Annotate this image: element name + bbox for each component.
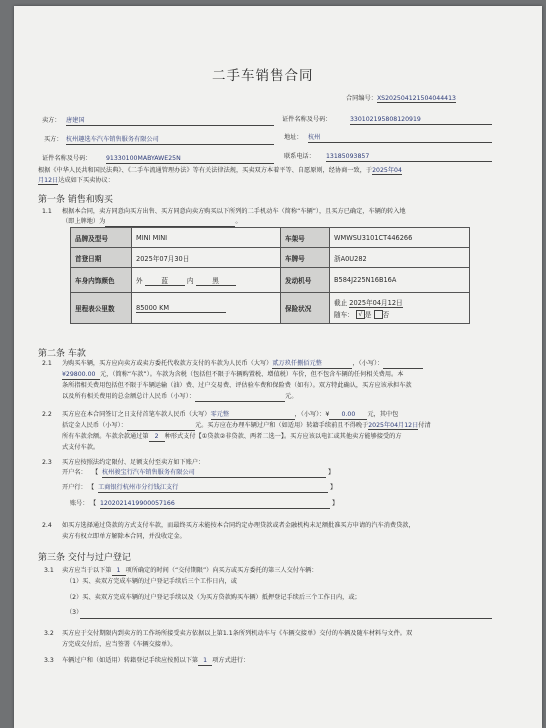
down-payment-figure: 0.00 xyxy=(329,411,367,420)
clause-3-1-text-c: 项所确定的时间（“交付期限”）向买方或买方委托的第三人交付车辆： xyxy=(125,567,318,574)
vin-value: WMWSU3101CT446266 xyxy=(330,228,470,248)
payee-close-bracket: 】 xyxy=(328,469,335,476)
balance-due-date: 2025年04月12日 xyxy=(368,422,419,429)
clause-3-3-text xyxy=(62,657,249,666)
contract-number-value: XS202504121504044413 xyxy=(376,95,456,102)
color-value xyxy=(132,268,281,293)
brand-value: MINI MINI xyxy=(132,228,281,248)
insurance-expire-label: 截止 xyxy=(334,298,348,307)
clause-1-1-end: 。 xyxy=(235,218,242,225)
clause-2-2-text-j: 种形式支付【①贷款②非贷款、两者二选一】。买方应该以电汇或其他卖方能够接受的方 xyxy=(164,433,402,440)
mileage-cell xyxy=(132,293,281,324)
seller-id-label: 证件名称及号码： xyxy=(282,116,332,123)
insurance-yes-label: 是 xyxy=(364,310,372,319)
clause-2-2-text-f: 括定金人民币（小写）： xyxy=(62,422,127,429)
intro-text-part2: 达成如下买卖协议： xyxy=(58,177,114,184)
price-in-words: 贰万玖仟捌佰元整 xyxy=(272,360,352,369)
intro-text-line2 xyxy=(38,177,114,185)
engine-value: B584J225N16B16A xyxy=(330,268,470,293)
section2-heading: 第二条 车款 xyxy=(38,349,86,359)
clause-2-2-line2 xyxy=(62,422,431,431)
outer-color-value: 蓝 xyxy=(145,275,185,286)
clause-2-2-text-a: 买方应在本合同签订之日支付首笔车款人民币（大写） xyxy=(62,411,211,418)
clause-2-1-line2 xyxy=(62,371,403,380)
clause-2-1-text-e: 以及所有相关费用的总金额总计人民币（小写）： xyxy=(62,393,196,400)
clause-2-1-text-f: 元。 xyxy=(285,393,298,400)
clause-2-4-line2: 卖方有权立即单方解除本合同，并没收定金。 xyxy=(62,533,186,540)
insurance-no-checkbox[interactable] xyxy=(374,310,383,319)
account-value: 1202021419900057166 xyxy=(100,500,330,509)
mileage-label: 里程表公里数 xyxy=(71,293,132,324)
clause-2-2-text-i: 所有车款余额。车款余款通过第 xyxy=(62,433,149,440)
phone-value: 13185093857 xyxy=(326,153,492,162)
clause-2-2-line3 xyxy=(62,433,402,442)
insurance-expire xyxy=(334,297,465,307)
delivery-option: 1 xyxy=(112,567,126,576)
clause-2-1-number: 2.1 xyxy=(42,360,52,367)
engine-label: 发动机号 xyxy=(281,268,330,293)
payee-value: 杭州骏宝行汽车销售服务有限公司 xyxy=(102,469,326,478)
contract-page xyxy=(14,6,542,728)
payee-open-bracket: 【 xyxy=(92,469,99,476)
clause-2-1-text-a: 为购买车辆，买方应向卖方或卖方委托代收款方支付的车款为人民币（大写） xyxy=(62,360,273,367)
inner-color-label: 内 xyxy=(186,276,194,285)
seller-id-value: 330102195808120919 xyxy=(350,116,492,125)
intro-date-day: 月12日 xyxy=(38,177,59,184)
buyer-name: 杭州趣选车汽车销售服务有限公司 xyxy=(66,136,274,145)
seller-name: 唐建国 xyxy=(66,117,274,126)
delivery-option-2: （2）买、卖双方完成车辆的过户登记手续以及（为买方贷款购买车辆）抵押登记手续后三个工作日内，或； xyxy=(66,594,361,601)
buyer-id-label: 证件名称及号码： xyxy=(42,155,92,162)
clause-3-3-number: 3.3 xyxy=(44,657,54,664)
clause-3-1-text xyxy=(62,567,318,576)
clause-2-2-line1 xyxy=(62,411,398,420)
clause-3-3-text-a: 车辆过户和（如适用）转籍登记手续应按照以下第 xyxy=(62,657,199,664)
insurance-with-car xyxy=(334,309,465,320)
buyer-address-label: 地址： xyxy=(284,134,303,141)
table-row xyxy=(71,248,470,268)
mileage-value: 85000 KM xyxy=(136,304,226,313)
transfer-option: 1 xyxy=(198,657,212,666)
buyer-address-value: 杭州 xyxy=(308,134,492,143)
brand-label: 品牌及型号 xyxy=(71,228,132,248)
clause-2-4-line1: 如买方选择通过贷款的方式支付车款，而最终买方未能按本合同约定办理贷款或者金融机构未足额批准买方申请的汽车消费贷款， xyxy=(62,522,415,529)
bank-value: 工商银行杭州市分行钱江支行 xyxy=(98,484,328,493)
clause-2-2-text-e: 元，其中包 xyxy=(367,411,399,418)
total-amount-blank xyxy=(195,393,285,402)
account-open-bracket: 【 xyxy=(90,500,97,507)
price-figure: ¥29800.00 xyxy=(62,371,100,380)
clause-1-1-number: 1.1 xyxy=(42,208,52,215)
clause-2-2-text-h: 付清 xyxy=(418,422,431,429)
clause-1-1-text-part2: （即上牌地）为 xyxy=(62,218,106,225)
phone-label: 联系电话： xyxy=(284,153,315,160)
table-row xyxy=(71,268,470,293)
insurance-no-label: 否 xyxy=(382,310,390,319)
plate-label: 车牌号 xyxy=(281,248,330,268)
delivery-option-1: （1）买、卖双方完成车辆的过户登记手续后三个工作日内，或 xyxy=(66,578,237,585)
first-registration-label: 首登日期 xyxy=(71,248,132,268)
registration-place-blank xyxy=(105,218,235,227)
clause-2-2-text-g: 元。买方应在办理车辆过户和（如适用）转籍手续前且不得晚于 xyxy=(194,422,369,429)
bank-label: 开户行： xyxy=(62,484,87,491)
clause-2-1-line4 xyxy=(62,393,297,402)
bank-close-bracket: 】 xyxy=(330,484,337,491)
clause-2-3-number: 2.3 xyxy=(42,459,52,466)
delivery-option-3-blank xyxy=(80,618,492,619)
payment-option: 2 xyxy=(149,433,165,442)
color-label: 车身内饰颜色 xyxy=(71,268,132,293)
intro-text xyxy=(38,167,402,175)
clause-2-1-text-c: ，（小写）： xyxy=(352,360,384,367)
clause-2-1-text-d: 元，（简称“车款”）。车款为含税（包括但不限于车辆购置税、增值税）车价，但不包含车辆的任何相关费用。本 xyxy=(100,371,404,378)
first-registration-value: 2025年07月30日 xyxy=(132,248,281,268)
document-title: 二手车销售合同 xyxy=(212,68,314,84)
contract-number-label: 合同编号： xyxy=(346,95,377,102)
clause-2-4-number: 2.4 xyxy=(42,522,52,529)
clause-2-2-number: 2.2 xyxy=(42,411,52,418)
clause-1-1-text-line2 xyxy=(62,218,242,227)
buyer-id-value: 91330100MABYAWE25N xyxy=(106,155,274,164)
with-car-label: 随车： xyxy=(334,310,354,319)
table-row xyxy=(71,293,470,324)
contract-number xyxy=(346,95,456,103)
clause-1-1-text: 根据本合同，卖方同意向买方出售、买方同意向卖方购买以下所列的二手机动车（简称“车辆”），且买方已确定，车辆的转入地 xyxy=(62,208,406,215)
vin-label: 车架号 xyxy=(281,228,330,248)
seller-label: 卖方： xyxy=(42,117,61,124)
insurance-expire-value: 2025年04月12日 xyxy=(349,298,403,307)
clause-2-2-text-c: ，（小写）：¥ xyxy=(294,411,330,418)
clause-3-2-number: 3.2 xyxy=(44,630,54,637)
clause-3-1-number: 3.1 xyxy=(44,567,54,574)
clause-3-1-text-a: 卖方应当于以下第 xyxy=(62,567,112,574)
intro-text-part1: 根据《中华人民共和国民法典》、《二手车流通管理办法》等有关法律法规，买卖双方本着平等、自愿原则，经协商一致，于 xyxy=(38,167,373,174)
bank-open-bracket: 【 xyxy=(88,484,95,491)
insurance-label: 保险状况 xyxy=(281,293,330,324)
outer-color-label: 外 xyxy=(136,276,143,285)
payee-label: 开户名： xyxy=(62,469,87,476)
clause-2-2-line4: 式支付车款。 xyxy=(62,444,100,451)
section3-heading: 第三条 交付与过户登记 xyxy=(38,553,131,563)
table-row xyxy=(71,228,470,248)
deposit-blank xyxy=(127,422,195,431)
down-payment-words: 零元整 xyxy=(211,411,295,420)
inner-color-value: 黑 xyxy=(196,275,236,286)
clause-2-1-line3: 条所指相关费用包括但不限于车辆运输（油）费、过户交易费、评估验车费和保险费（如有）。双方特此确认，买方应该承担车款 xyxy=(62,382,412,389)
buyer-label: 买方： xyxy=(44,136,63,143)
account-label: 账号： xyxy=(70,500,89,507)
delivery-option-3: （3） xyxy=(66,609,83,616)
clause-2-3-text: 买方应按照法约定限付、足额支付至卖方如下账户： xyxy=(62,459,205,466)
clause-3-2-line2: 方完成交付后，应当签署《车辆交接单》。 xyxy=(62,641,177,648)
insurance-cell xyxy=(330,293,470,324)
account-close-bracket: 】 xyxy=(332,500,339,507)
clause-3-2-line1: 买方应于交付期限内到卖方的工作场所接受卖方依据以上第1.1条所列机动车与《车辆交接单》交付的车辆及随车材料与文件。双 xyxy=(62,630,413,637)
price-figure-blank xyxy=(383,360,423,369)
intro-date-year-month: 2025年04 xyxy=(372,167,402,174)
insurance-yes-checkbox[interactable]: √ xyxy=(356,310,365,319)
clause-2-1-line1 xyxy=(62,360,423,369)
vehicle-info-table xyxy=(70,227,470,324)
section1-heading: 第一条 销售和购买 xyxy=(38,195,113,205)
clause-3-3-text-c: 项方式进行： xyxy=(212,657,250,664)
plate-value: 浙A0U282 xyxy=(330,248,470,268)
